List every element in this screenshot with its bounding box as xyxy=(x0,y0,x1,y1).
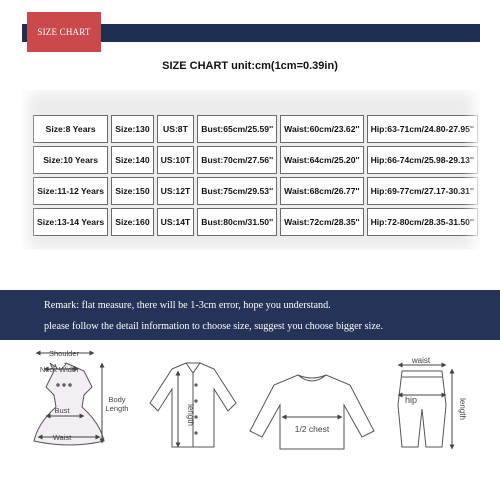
table-cell: Size:11-12 Years xyxy=(33,177,108,205)
length-label: Length xyxy=(105,404,129,413)
table-cell: Waist:72cm/28.35'' xyxy=(280,208,363,236)
neck-width-label: Neck Width xyxy=(39,365,79,374)
table-cell: Bust:65cm/25.59'' xyxy=(197,115,277,143)
table-cell: US:12T xyxy=(157,177,195,205)
table-cell: US:10T xyxy=(157,146,195,174)
size-table xyxy=(30,112,481,239)
pants-hip-label: hip xyxy=(404,395,418,405)
shoulder-label: Shoulder xyxy=(48,349,80,358)
table-cell: Bust:80cm/31.50'' xyxy=(197,208,277,236)
body-label: Body xyxy=(108,395,126,404)
table-cell: US:8T xyxy=(157,115,195,143)
pants-waist-label: waist xyxy=(411,356,431,365)
half-chest-label: 1/2 chest xyxy=(294,424,330,434)
bust-label: Bust xyxy=(54,406,70,415)
table-cell: Bust:70cm/27.56'' xyxy=(197,146,277,174)
shirt-length-label: length xyxy=(186,404,195,426)
measurement-diagrams xyxy=(0,345,500,481)
table-cell: Hip:72-80cm/28.35-31.50'' xyxy=(367,208,478,236)
size-chart-tag: SIZE CHART xyxy=(27,12,101,52)
chart-title: SIZE CHART unit:cm(1cm=0.39in) xyxy=(162,60,338,72)
pants-diagram xyxy=(398,365,452,447)
table-cell: Size:13-14 Years xyxy=(33,208,108,236)
remark-band xyxy=(0,290,500,340)
table-cell: Size:150 xyxy=(111,177,153,205)
pants-length-label: length xyxy=(458,398,467,420)
table-cell: Size:130 xyxy=(111,115,153,143)
table-cell: Size:8 Years xyxy=(33,115,108,143)
sweater-diagram xyxy=(250,375,374,449)
table-cell: Size:140 xyxy=(111,146,153,174)
waist-label: Waist xyxy=(52,433,72,442)
table-row xyxy=(33,177,478,205)
remark-line-1: Remark: flat measure, there will be 1-3cm error, hope you understand. xyxy=(44,300,331,311)
table-cell: Waist:68cm/26.77'' xyxy=(280,177,363,205)
table-cell: Hip:69-77cm/27.17-30.31'' xyxy=(367,177,478,205)
table-cell: Waist:60cm/23.62'' xyxy=(280,115,363,143)
table-row xyxy=(33,208,478,236)
table-cell: Bust:75cm/29.53'' xyxy=(197,177,277,205)
table-cell: Waist:64cm/25.20'' xyxy=(280,146,363,174)
table-cell: Size:160 xyxy=(111,208,153,236)
table-cell: Hip:66-74cm/25.98-29.13'' xyxy=(367,146,478,174)
table-cell: Hip:63-71cm/24.80-27.95'' xyxy=(367,115,478,143)
table-row xyxy=(33,115,478,143)
remark-line-2: please follow the detail information to choose size, suggest you choose bigger size. xyxy=(44,321,383,332)
table-cell: US:14T xyxy=(157,208,195,236)
table-cell: Size:10 Years xyxy=(33,146,108,174)
table-row xyxy=(33,146,478,174)
